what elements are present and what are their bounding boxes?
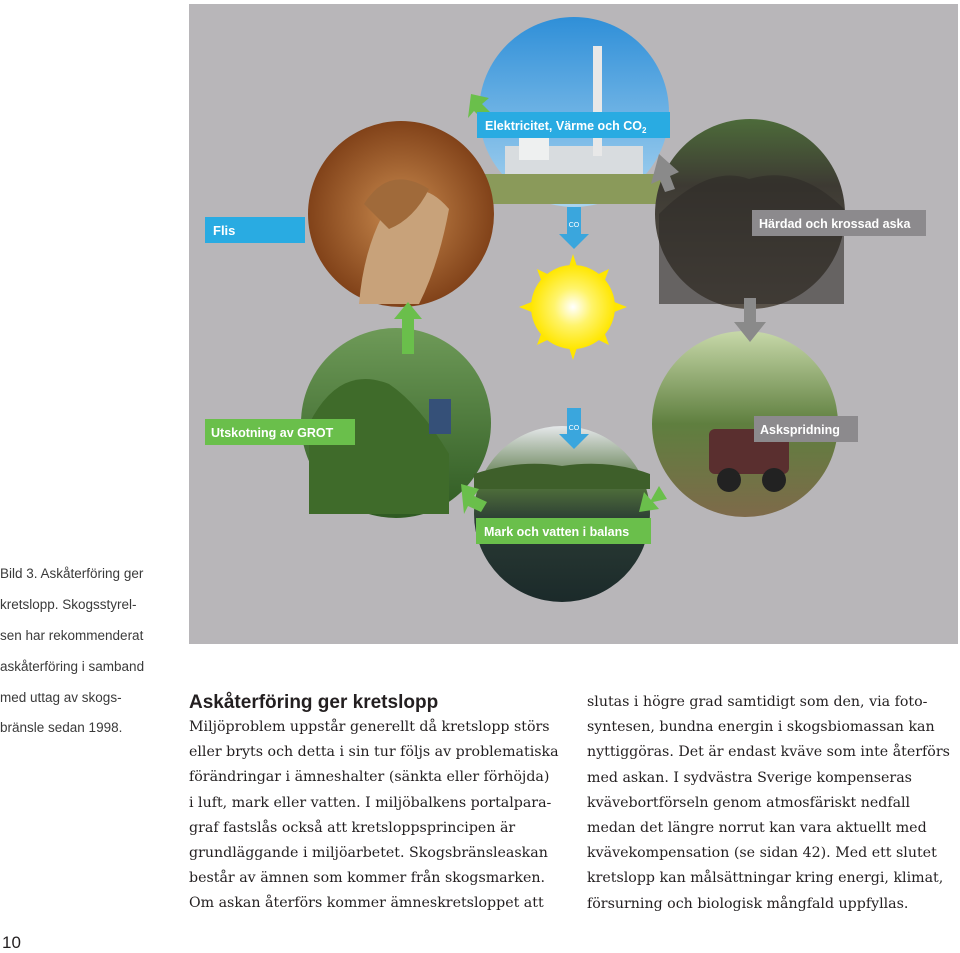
body-line: eller bryts och detta i sin tur följs av problematiska — [189, 744, 559, 761]
body-line: Miljöproblem uppstår generellt då kretslopp störs — [189, 719, 550, 735]
wood-chips-photo — [308, 121, 494, 307]
sun-icon — [519, 254, 627, 360]
label-elektricitet — [477, 112, 670, 138]
svg-text:Utskotning av GROT: Utskotning av GROT — [211, 426, 334, 440]
article-body-left — [189, 715, 564, 917]
body-line: kvävekompensation (se sidan 42). Med ett slutet — [587, 845, 937, 862]
page-number: 10 — [2, 933, 21, 952]
caption-line: med uttag av skogs- — [0, 689, 122, 705]
svg-text:CO: CO — [568, 425, 580, 432]
svg-text:Mark och vatten i balans: Mark och vatten i balans — [484, 525, 630, 539]
body-line: nyttiggöras. Det är endast kväve som inte återförs — [587, 744, 950, 761]
label-utskotning — [205, 419, 355, 445]
svg-text:Härdad och krossad aska: Härdad och krossad aska — [759, 217, 911, 231]
body-line: slutas i högre grad samtidigt som den, via foto- — [587, 694, 928, 710]
body-line: medan det längre norrut kan vara aktuellt med — [587, 820, 927, 837]
cycle-diagram — [189, 4, 958, 644]
caption-line: askåterföring i samband — [0, 658, 145, 674]
label-askspridning — [754, 416, 858, 442]
body-line: försurning och biologisk mångfald uppfyllas. — [587, 895, 909, 912]
body-line: grundläggande i miljöarbetet. Skogsbränsleaskan — [189, 845, 548, 862]
body-line: graf fastslås också att kretsloppsprincipen är — [189, 819, 516, 836]
body-line: med askan. I sydvästra Sverige kompenseras — [587, 769, 912, 786]
body-line: i luft, mark eller vatten. I miljöbalkens portalpara- — [189, 794, 552, 811]
svg-text:CO: CO — [568, 222, 580, 229]
label-hardad-aska — [752, 210, 926, 236]
caption-line: Bild 3. Askåterföring ger — [0, 566, 144, 582]
article-body-right — [587, 690, 957, 917]
co2-arrow-down — [559, 207, 589, 249]
body-line: består av ämnen som kommer från skogsmarken. — [189, 870, 546, 887]
svg-text:Askspridning: Askspridning — [760, 423, 840, 437]
body-line: Om askan återförs kommer ämneskretsloppet att — [189, 895, 544, 912]
body-line: kretslopp kan målsättningar kring energi, klimat, — [587, 870, 944, 887]
body-line: syntesen, bundna energin i skogsbiomassan kan — [587, 719, 935, 736]
caption-line: bränsle sedan 1998. — [0, 720, 123, 736]
svg-text:Elektricitet, Värme och CO2: Elektricitet, Värme och $CO_2$ — [485, 119, 647, 135]
body-line: förändringar i ämneshalter (sänkta eller förhöjda) — [189, 769, 550, 786]
caption-line: sen har rekommenderat — [0, 628, 144, 644]
lake-photo — [474, 426, 650, 602]
label-mark-vatten — [476, 518, 651, 544]
figure-caption — [0, 551, 172, 751]
cycle-figure — [189, 4, 958, 644]
caption-line: kretslopp. Skogsstyrel- — [0, 597, 137, 613]
body-line: kvävebortförseln genom atmosfäriskt nedfall — [587, 794, 911, 811]
label-flis — [205, 217, 305, 243]
svg-text:Flis: Flis — [213, 223, 236, 238]
article-title: Askåterföring ger kretslopp — [189, 692, 439, 713]
